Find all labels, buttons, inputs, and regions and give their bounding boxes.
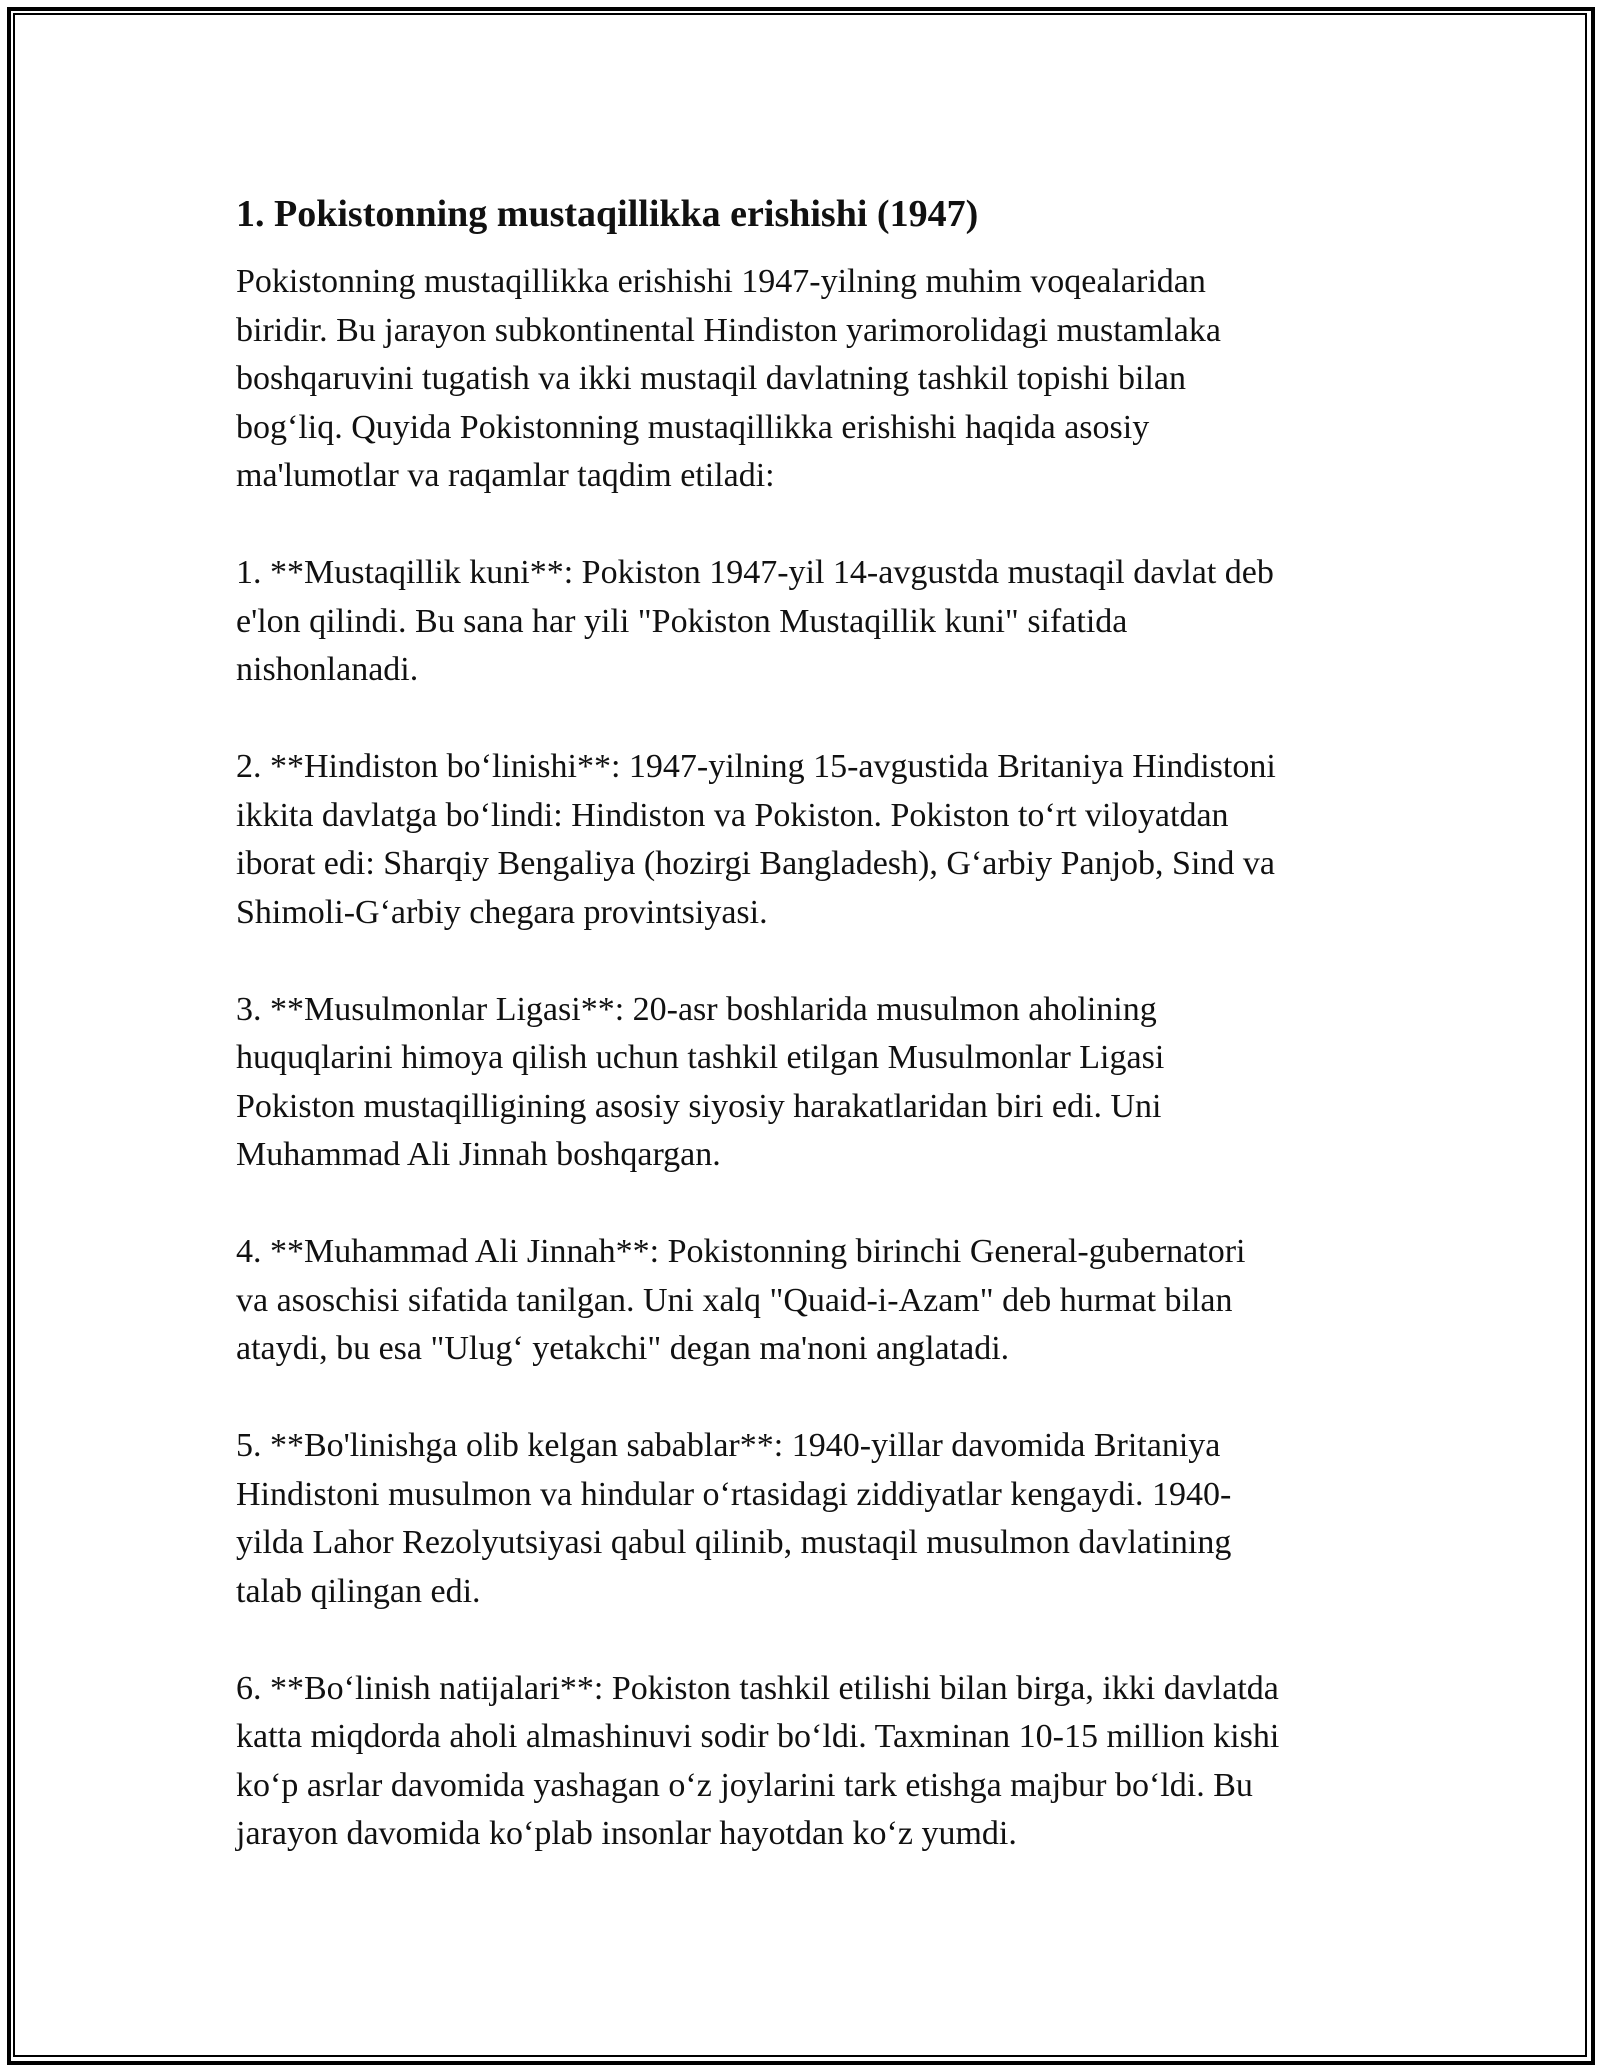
list-item-4: 4. **Muhammad Ali Jinnah**: Pokistonning birinchi General-gubernatori va asoschisi sifatida tanilgan. Uni xalq "Quaid-i-Azam" deb hurmat bilan ataydi, bu esa "Ulug‘ yetakchi" degan ma'noni anglatadi. <box>236 1233 1246 1367</box>
list-item-1: 1. **Mustaqillik kuni**: Pokiston 1947-yil 14-avgustda mustaqil davlat deb e'lon qilindi. Bu sana har yili "Pokiston Mustaqillik kuni" sifatida nishonlanadi. <box>236 554 1274 688</box>
intro-paragraph: Pokistonning mustaqillikka erishishi 1947-yilning muhim voqealaridan biridir. Bu jarayon subkontinental Hindiston yarimorolidagi mustamlaka boshqaruvini tugatish va ikki mustaqil davlatning tashkil topishi bilan bog‘liq. Quyida Pokistonning mustaqillikka erishishi haqida asosiy ma'lumotlar va raqamlar taqdim etiladi: <box>236 263 1221 494</box>
list-item-5: 5. **Bo'linishga olib kelgan sabablar**: 1940-yillar davomida Britaniya Hindistoni musulmon va hindular o‘rtasidagi ziddiyatlar kengaydi. 1940- yilda Lahor Rezolyutsiyasi qabul qilinib, mustaqil musulmon davlatining talab qilingan edi. <box>236 1427 1232 1610</box>
list-item-2: 2. **Hindiston bo‘linishi**: 1947-yilning 15-avgustida Britaniya Hindistoni ikkita davlatga bo‘lindi: Hindiston va Pokiston. Pokiston to‘rt viloyatdan iborat edi: Sharqiy Bengaliya (hozirgi Bangladesh), G‘arbiy Panjob, Sind va Shimoli-G‘arbiy chegara provintsiyasi. <box>236 748 1276 931</box>
document-title: 1. Pokistonning mustaqillikka erishishi (1947) <box>236 193 979 235</box>
document-body <box>236 188 1376 1859</box>
list-item-3: 3. **Musulmonlar Ligasi**: 20-asr boshlarida musulmon aholining huquqlarini himoya qilish uchun tashkil etilgan Musulmonlar Ligasi Pokiston mustaqilligining asosiy siyosiy harakatlaridan biri edi. Uni Muhammad Ali Jinnah boshqargan. <box>236 990 1165 1173</box>
list-item-6: 6. **Bo‘linish natijalari**: Pokiston tashkil etilishi bilan birga, ikki davlatda katta miqdorda aholi almashinuvi sodir bo‘ldi. Taxminan 10-15 million kishi ko‘p asrlar davomida yashagan o‘z joylarini tark etishga majbur bo‘ldi. Bu jarayon davomida ko‘plab insonlar hayotdan ko‘z yumdi. <box>236 1669 1280 1852</box>
